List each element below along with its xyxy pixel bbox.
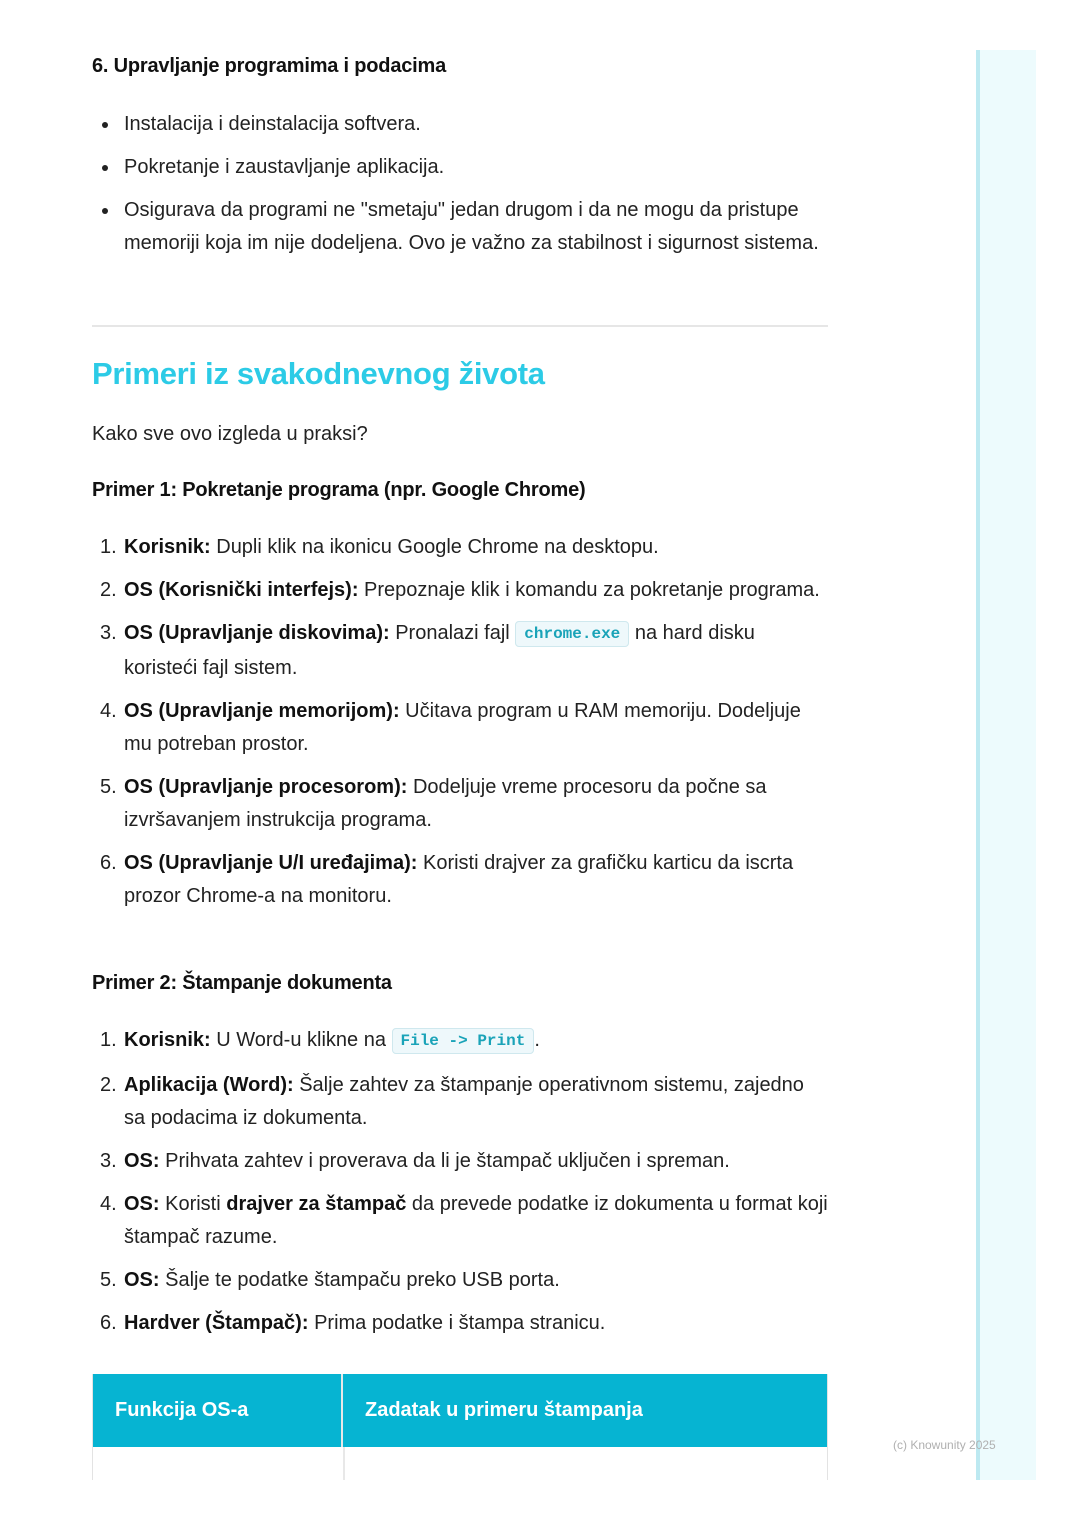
list-item: 5. OS: Šalje te podatke štampaču preko USB porta. [100, 1269, 560, 1291]
copyright-text: (c) Knowunity 2025 [893, 1438, 996, 1452]
list-item: 4. OS: Koristi drajver za štampač da prevede podatke iz dokumenta u format koji štampač razume. [100, 1193, 828, 1248]
table-cell [93, 1447, 345, 1480]
list-item: 5. OS (Upravljanje procesorom): Dodeljuje vreme procesoru da počne sa izvršavanjem instrukcija programa. [100, 776, 767, 831]
table-header-cell: Zadatak u primeru štampanja [365, 1399, 643, 1421]
table-row [93, 1447, 827, 1480]
example1-steps [92, 531, 828, 923]
list-item: 2. Aplikacija (Word): Šalje zahtev za štampanje operativnom sistemu, zajedno sa podacima iz dokumenta. [100, 1074, 804, 1129]
divider [92, 325, 828, 327]
list-item: Pokretanje i zaustavljanje aplikacija. [92, 151, 828, 184]
example1-heading: Primer 1: Pokretanje programa (npr. Google Chrome) [92, 479, 586, 501]
os-functions-table [92, 1374, 828, 1480]
list-item: 2. OS (Korisnički interfejs): Prepoznaje klik i komandu za pokretanje programa. [100, 579, 820, 601]
table-header-row [93, 1374, 827, 1447]
list-item: Osigurava da programi ne "smetaju" jedan drugom i da ne mogu da pristupe memoriji koja im nije dodeljena. Ovo je važno za stabilnost i sigurnost sistema. [92, 194, 828, 260]
inline-code: chrome.exe [515, 621, 629, 647]
list-item: 6. OS (Upravljanje U/I uređajima): Koristi drajver za grafičku karticu da iscrta prozor Chrome-a na monitoru. [100, 852, 794, 907]
bullet-icon [102, 208, 108, 214]
table-header-cell: Funkcija OS-a [93, 1374, 343, 1447]
page-heading: Primeri iz svakodnevnog života [92, 356, 545, 391]
side-panel [976, 50, 1036, 1480]
section-heading: 6. Upravljanje programima i podacima [92, 55, 447, 77]
list-item: 1. Korisnik: U Word-u klikne na File -> Print . [92, 1024, 828, 1059]
list-item: 4. OS (Upravljanje memorijom): Učitava program u RAM memoriju. Dodeljuje mu potreban prostor. [100, 700, 801, 755]
list-item: 6. Hardver (Štampač): Prima podatke i štampa stranicu. [100, 1312, 606, 1334]
bullet-list [92, 108, 828, 270]
bullet-icon [102, 165, 108, 171]
list-item: 3. OS: Prihvata zahtev i proverava da li je štampač uključen i spreman. [100, 1150, 730, 1172]
inline-code: File -> Print [392, 1028, 535, 1054]
example2-steps [92, 1024, 828, 1350]
list-item: 3. OS (Upravljanje diskovima): Pronalazi fajl chrome.exe na hard disku koristeći fajl sistem. [100, 622, 755, 679]
example2-heading: Primer 2: Štampanje dokumenta [92, 972, 392, 994]
list-item: Instalacija i deinstalacija softvera. [92, 108, 828, 141]
bullet-icon [102, 122, 108, 128]
intro-text: Kako sve ovo izgleda u praksi? [92, 423, 368, 445]
list-item: 1. Korisnik: Dupli klik na ikonicu Google Chrome na desktopu. [100, 536, 659, 558]
